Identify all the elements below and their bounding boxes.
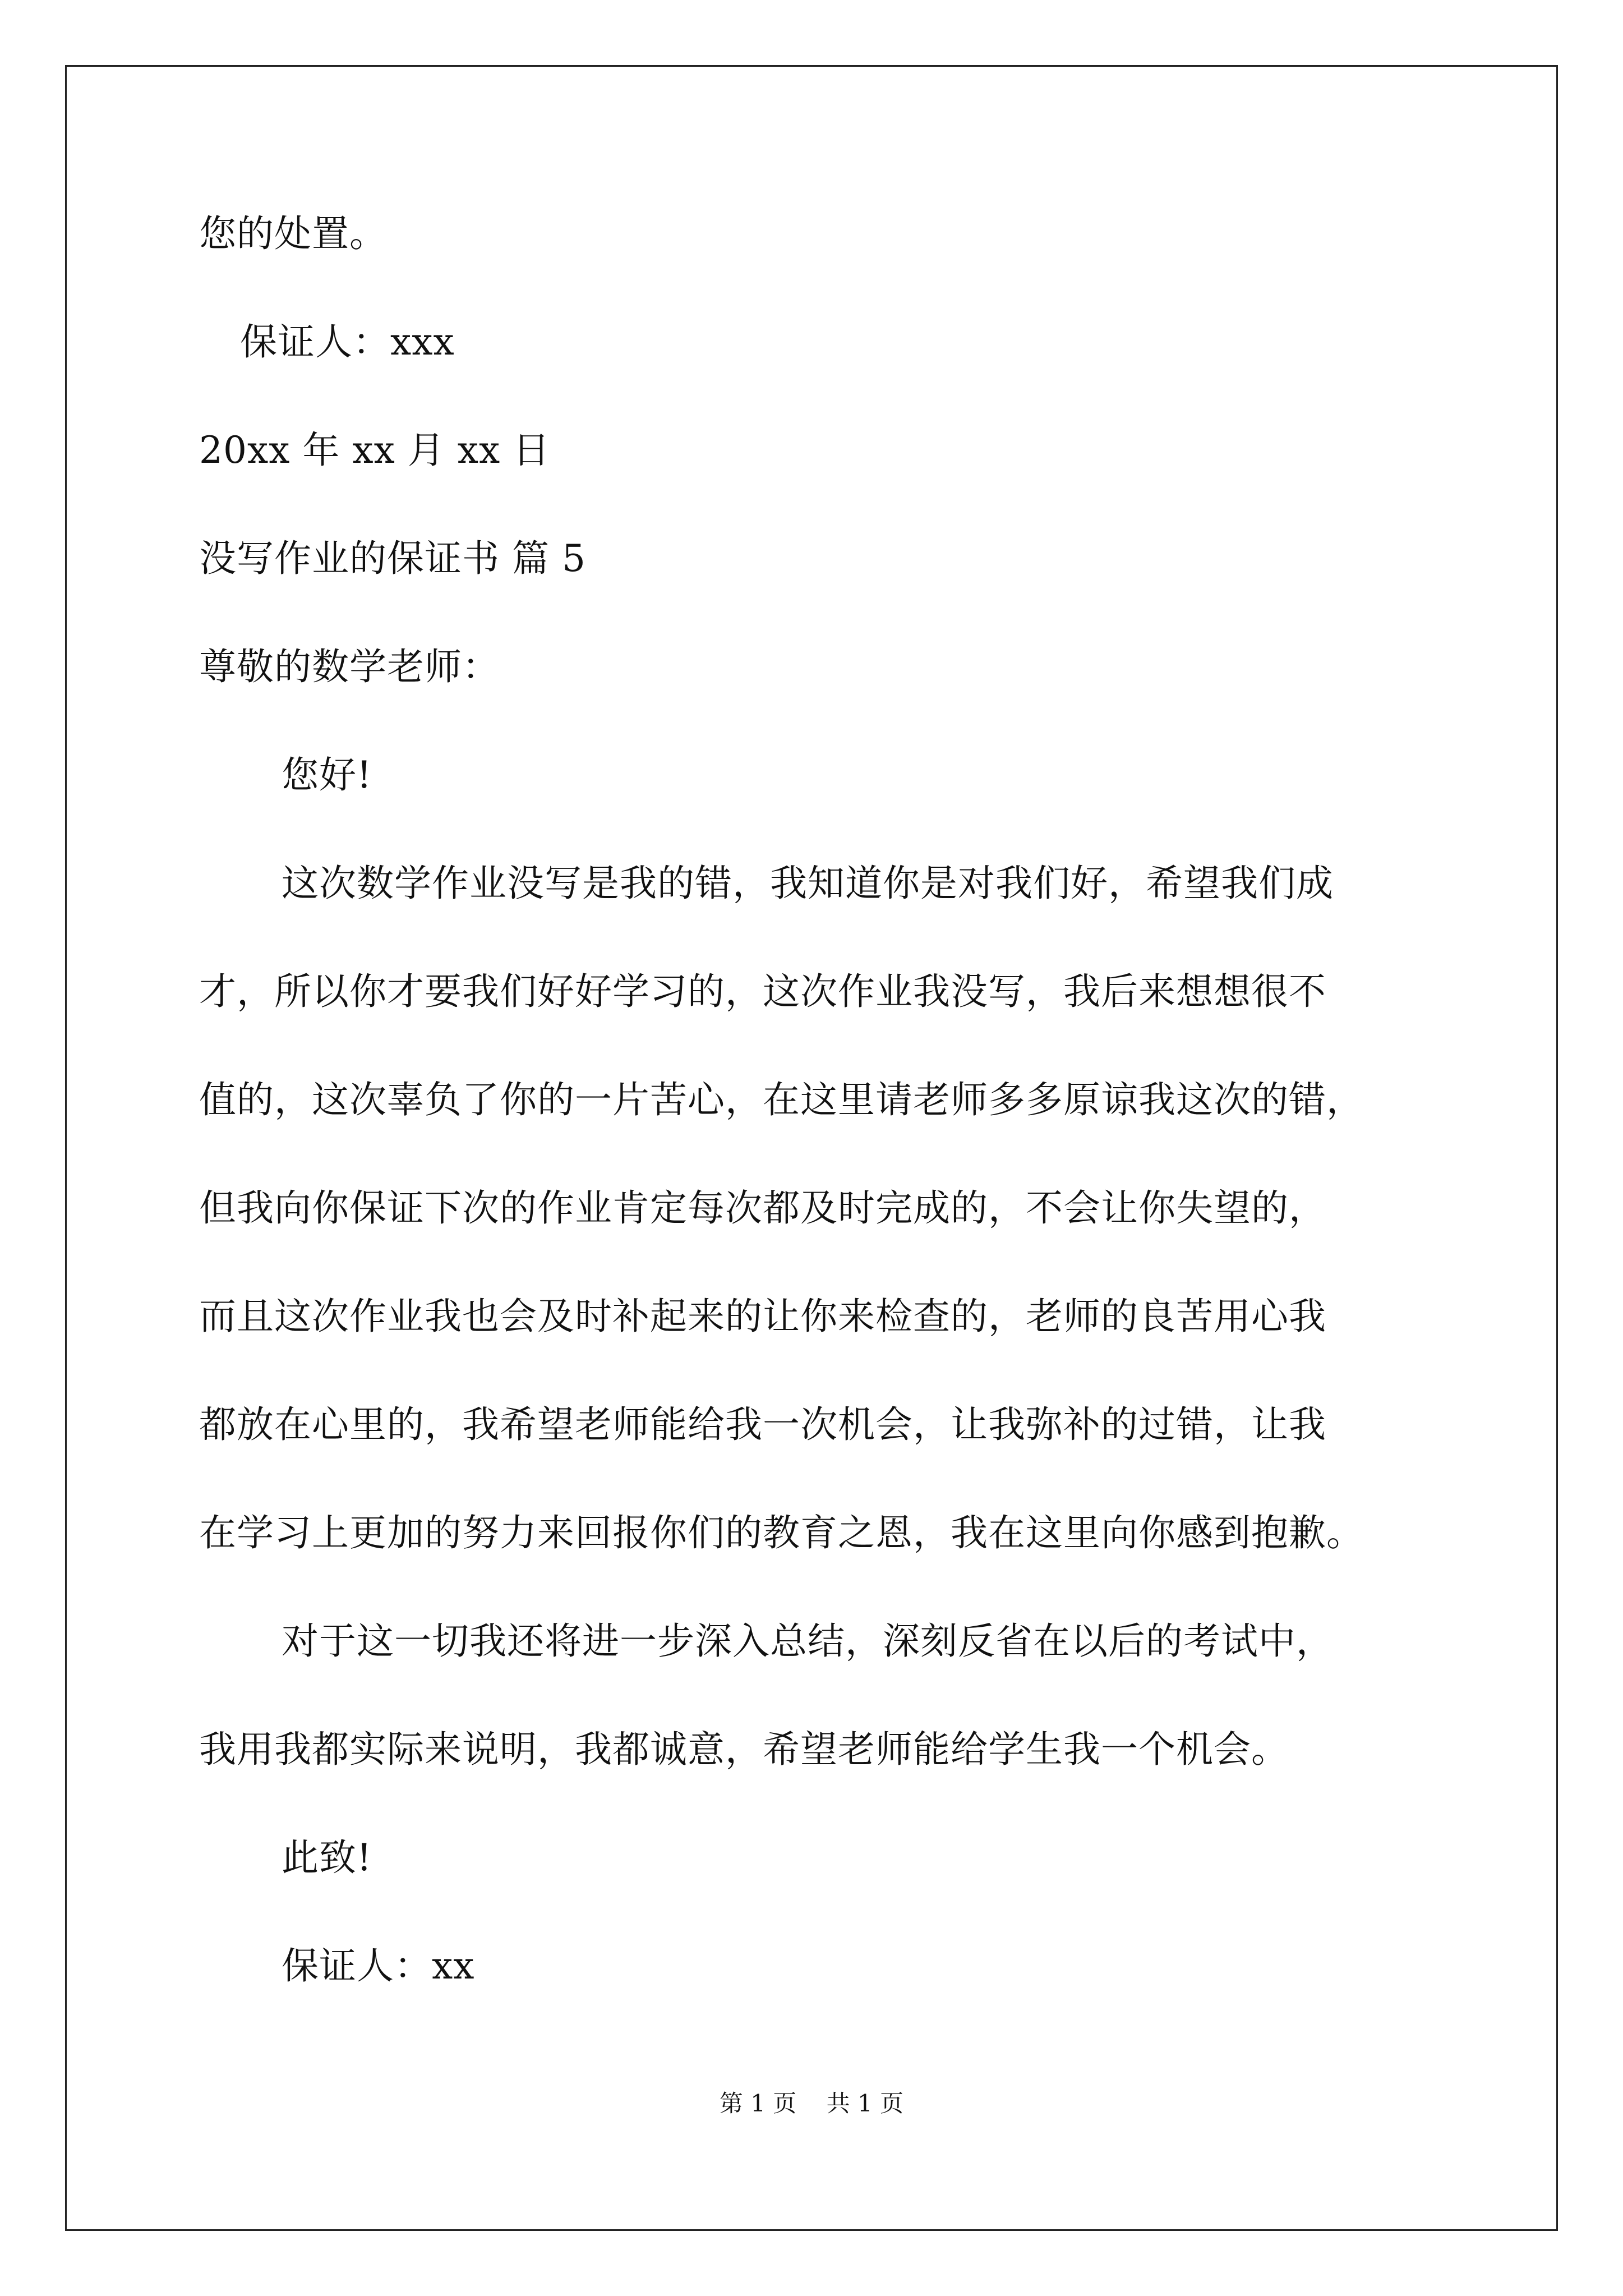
greeting: 您好!: [282, 753, 372, 797]
body-paragraph-line: 值的，这次辜负了你的一片苦心，在这里请老师多多原谅我这次的错，: [199, 1078, 1364, 1121]
body-paragraph-line: 对于这一切我还将进一步深入总结，深刻反省在以后的考试中，: [282, 1619, 1334, 1663]
body-paragraph-line: 这次数学作业没写是我的错，我知道你是对我们好，希望我们成: [282, 862, 1334, 905]
body-paragraph-line: 我用我都实际来说明，我都诚意，希望老师能给学生我一个机会。: [199, 1728, 1289, 1771]
signature-line: 保证人：xxx: [240, 320, 455, 364]
body-paragraph-line: 都放在心里的，我希望老师能给我一次机会，让我弥补的过错，让我: [199, 1403, 1326, 1446]
page-frame: [65, 65, 1558, 2231]
salutation: 尊敬的数学老师：: [199, 645, 500, 688]
body-paragraph-line: 才，所以你才要我们好好学习的，这次作业我没写，我后来想想很不: [199, 970, 1326, 1013]
closing: 此致!: [282, 1836, 372, 1879]
signature-line: 保证人：xx: [282, 1944, 475, 1987]
page-footer: 第 1 页 共 1 页: [719, 2090, 904, 2117]
date-line: 20xx 年 xx 月 xx 日: [199, 429, 551, 472]
body-paragraph-line: 而且这次作业我也会及时补起来的让你来检查的，老师的良苦用心我: [199, 1295, 1326, 1338]
text-line: 您的处置。: [199, 212, 387, 255]
section-heading: 没写作业的保证书 篇 5: [199, 537, 586, 580]
body-paragraph-line: 但我向你保证下次的作业肯定每次都及时完成的，不会让你失望的，: [199, 1186, 1326, 1230]
body-paragraph-line: 在学习上更加的努力来回报你们的教育之恩，我在这里向你感到抱歉。: [199, 1511, 1364, 1554]
